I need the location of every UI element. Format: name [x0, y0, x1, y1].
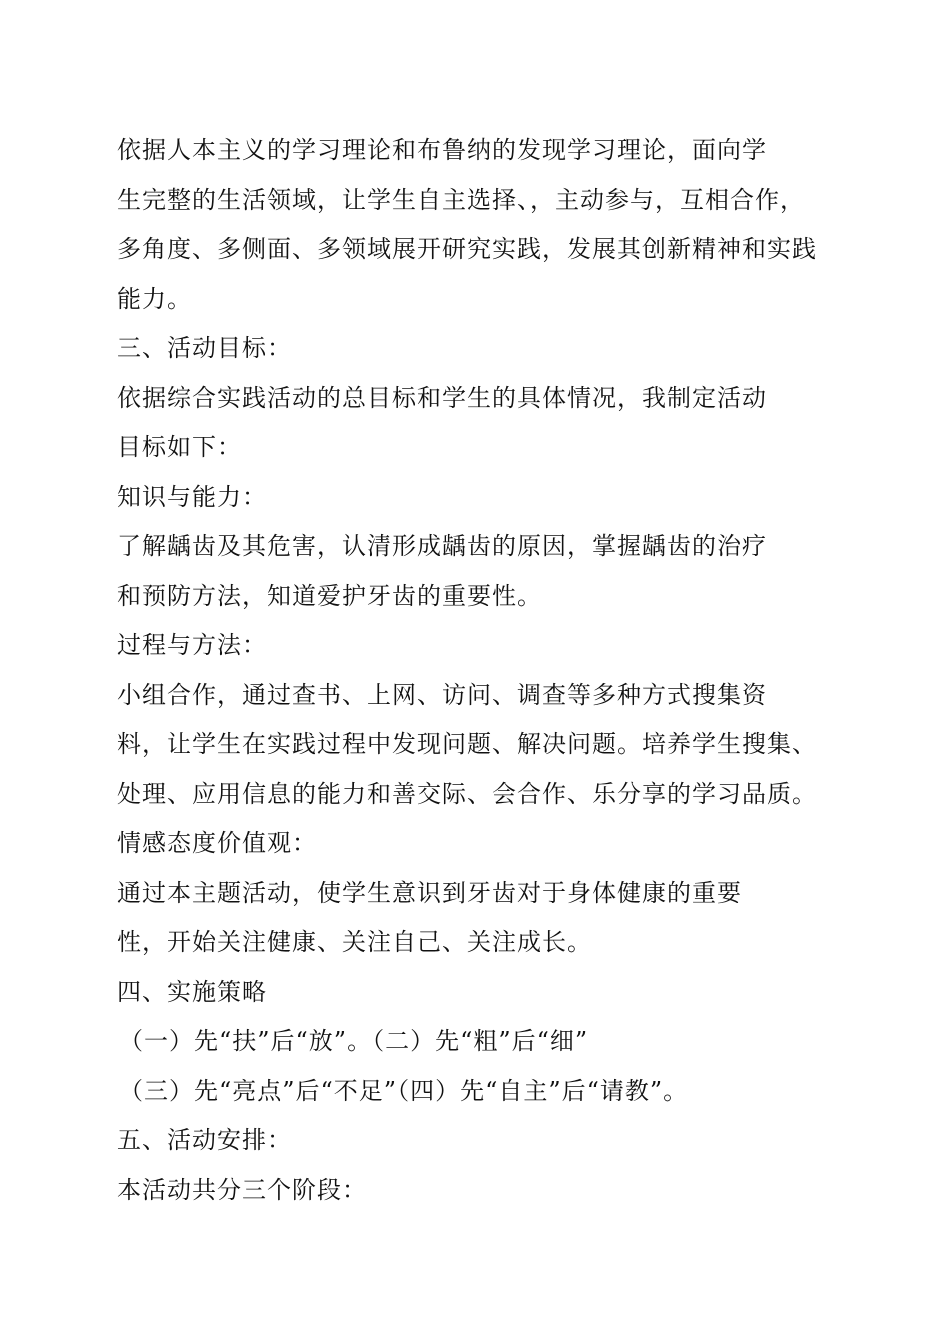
subheading: 知识与能力：	[117, 482, 267, 511]
document-body	[117, 126, 817, 1215]
strategy-line: （三）先“亮点”后“不足”（四）先“自主”后“请教”。	[119, 1076, 689, 1105]
paragraph-line: 本活动共分三个阶段：	[117, 1175, 367, 1204]
paragraph-line: 性，开始关注健康、关注自己、关注成长。	[117, 928, 592, 956]
strategy-line: （一）先“扶”后“放”。（二）先“粗”后“细”	[119, 1027, 589, 1055]
subheading: 情感态度价值观：	[117, 829, 317, 857]
paragraph-line: 料，让学生在实践过程中发现问题、解决问题。培养学生搜集、	[117, 730, 817, 758]
section-heading: 五、活动安排：	[117, 1126, 292, 1154]
paragraph-line: 依据人本主义的学习理论和布鲁纳的发现学习理论，面向学	[117, 136, 767, 164]
paragraph-line: 小组合作，通过查书、上网、访问、调查等多种方式搜集资	[117, 680, 767, 709]
paragraph-line: 生完整的生活领域，让学生自主选择、，主动参与，互相合作，	[117, 185, 805, 214]
paragraph-line: 和预防方法，知道爱护牙齿的重要性。	[117, 581, 542, 610]
section-heading: 四、实施策略	[117, 977, 267, 1006]
section-heading: 三、活动目标：	[117, 334, 292, 362]
paragraph-line: 了解龋齿及其危害，认清形成龋齿的原因，掌握龋齿的治疗	[117, 532, 767, 560]
paragraph-line: 能力。	[117, 284, 192, 313]
paragraph-line: 依据综合实践活动的总目标和学生的具体情况，我制定活动	[117, 383, 767, 412]
paragraph-line: 处理、应用信息的能力和善交际、会合作、乐分享的学习品质。	[117, 779, 817, 808]
paragraph-line: 多角度、多侧面、多领域展开研究实践，发展其创新精神和实践	[117, 235, 817, 263]
paragraph-line: 目标如下：	[117, 433, 242, 461]
subheading: 过程与方法：	[117, 631, 267, 659]
paragraph-line: 通过本主题活动，使学生意识到牙齿对于身体健康的重要	[117, 878, 742, 907]
